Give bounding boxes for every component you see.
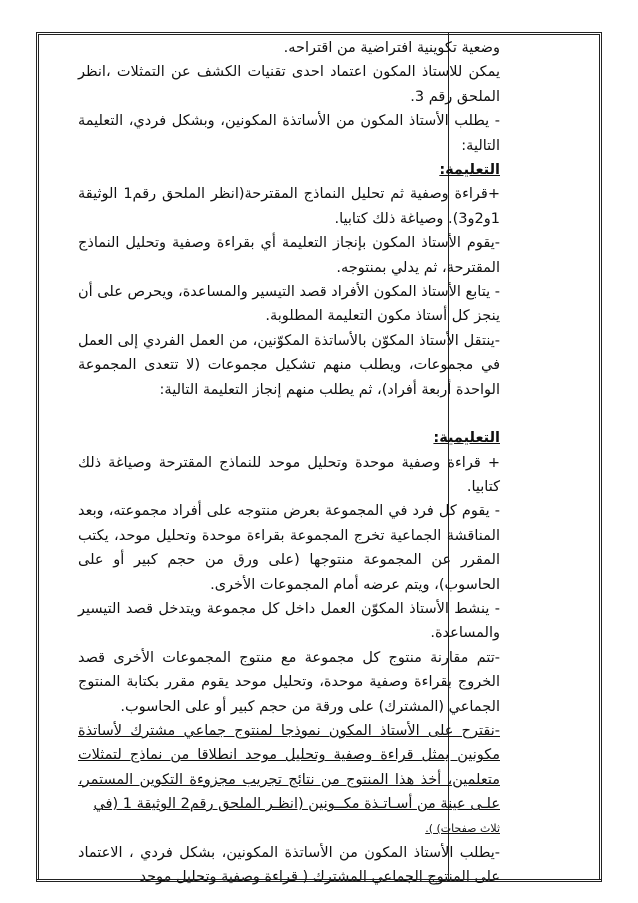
intro-line: يمكن للاستاذ المكون اعتماد احدى تقنيات الكشف عن التمثلات ،انظر الملحق رقم 3. [78, 64, 500, 105]
document-text [78, 36, 500, 890]
intro-line: وضعية تكوينية افتراضية من اقتراحه. [283, 40, 500, 56]
instruction-item: -يقوم الأستاذ المكون بإنجاز التعليمة أي بقراءة وصفية وتحليل النماذج المقترحة، ثم يدلي بمنتوجه. [78, 235, 500, 276]
instruction-item: - يتابع الأستاذ المكون الأفراد قصد التيسير والمساعدة، ويحرص على أن ينجز كل أستاذ مكون التعليمة المطلوبة. [78, 284, 500, 325]
instruction-item: - ينشط الأستاذ المكوّن العمل داخل كل مجموعة ويتدخل قصد التيسير والمساعدة. [78, 600, 500, 642]
section-heading: التعليمية: [433, 430, 500, 447]
instruction-item: -ينتقل الأستاذ المكوّن بالأساتذة المكوّنين، من العمل الفردي إلى العمل في مجموعات، ويطلب منهم تشكيل مجموعات (لا تتعدى المجموعة الواحدة أربعة أفراد)، ثم يطلب منهم إنجاز التعليمة التالية: [78, 332, 500, 398]
section-heading: التعليمة: [439, 162, 500, 179]
instruction-item: +قراءة وصفية ثم تحليل النماذج المقترحة(انظر الملحق رقم1 الوثيقة 1و2و3). وصياغة ذلك كتابيا. [78, 186, 500, 227]
spacer [78, 402, 500, 426]
instruction-item: - يقوم كل فرد في المجموعة بعرض منتوجه على أفراد مجموعته، وبعد المناقشة الجماعية تخرج المجموعة بقراءة موحدة وتحليل موحد، يكتب المقرر عن المجموعة منتوجها (على ورق من حجم كبير أو على الحاسوب)، ويتم عرضه أمام المجموعات الأخرى. [78, 503, 500, 593]
instruction-item: -تتم مقارنة منتوج كل مجموعة مع منتوج المجموعات الأخرى قصد الخروج بقراءة وصفية موحدة، وتحليل موحد يقوم مقرر بكتابة المنتوج الجماعي (المشترك) على ورقة من حجم كبير أو على الحاسوب. [78, 649, 500, 715]
instruction-item: + قراءة وصفية موحدة وتحليل موحد للنماذج المقترحة وصياغة ذلك كتابيا. [78, 454, 500, 495]
table-bottom-rule [36, 879, 602, 880]
proposal-text: -نقترح على الأستاذ المكون نموذجا لمنتوج جماعي مشترك لأساتذة مكونين يمثل قراءة وصفية وتحليل موحد انطلاقا من نماذج لتمثلات متعلمين، أخذ هذا المنتوج من نتائج تجريب مجزوءة التكوين المستمر، علـى عينة من أسـاتـذة مكــونين (انظـر الملحق رقم2 الوثيقة 1 (في [78, 722, 500, 813]
intro-line: - يطلب الأستاذ المكون من الأساتذة المكونين، وبشكل فردي، التعليمة التالية: [78, 113, 500, 154]
instruction-item: -يطلب الأستاذ المكون من الأساتذة المكونين، بشكل فردي ، الاعتماد على المنتوج الجماعي المشترك ( قراءة وصفية وتحليل موحد [78, 845, 500, 886]
proposal-tail: ثلاث صفحات) ). [425, 821, 500, 835]
